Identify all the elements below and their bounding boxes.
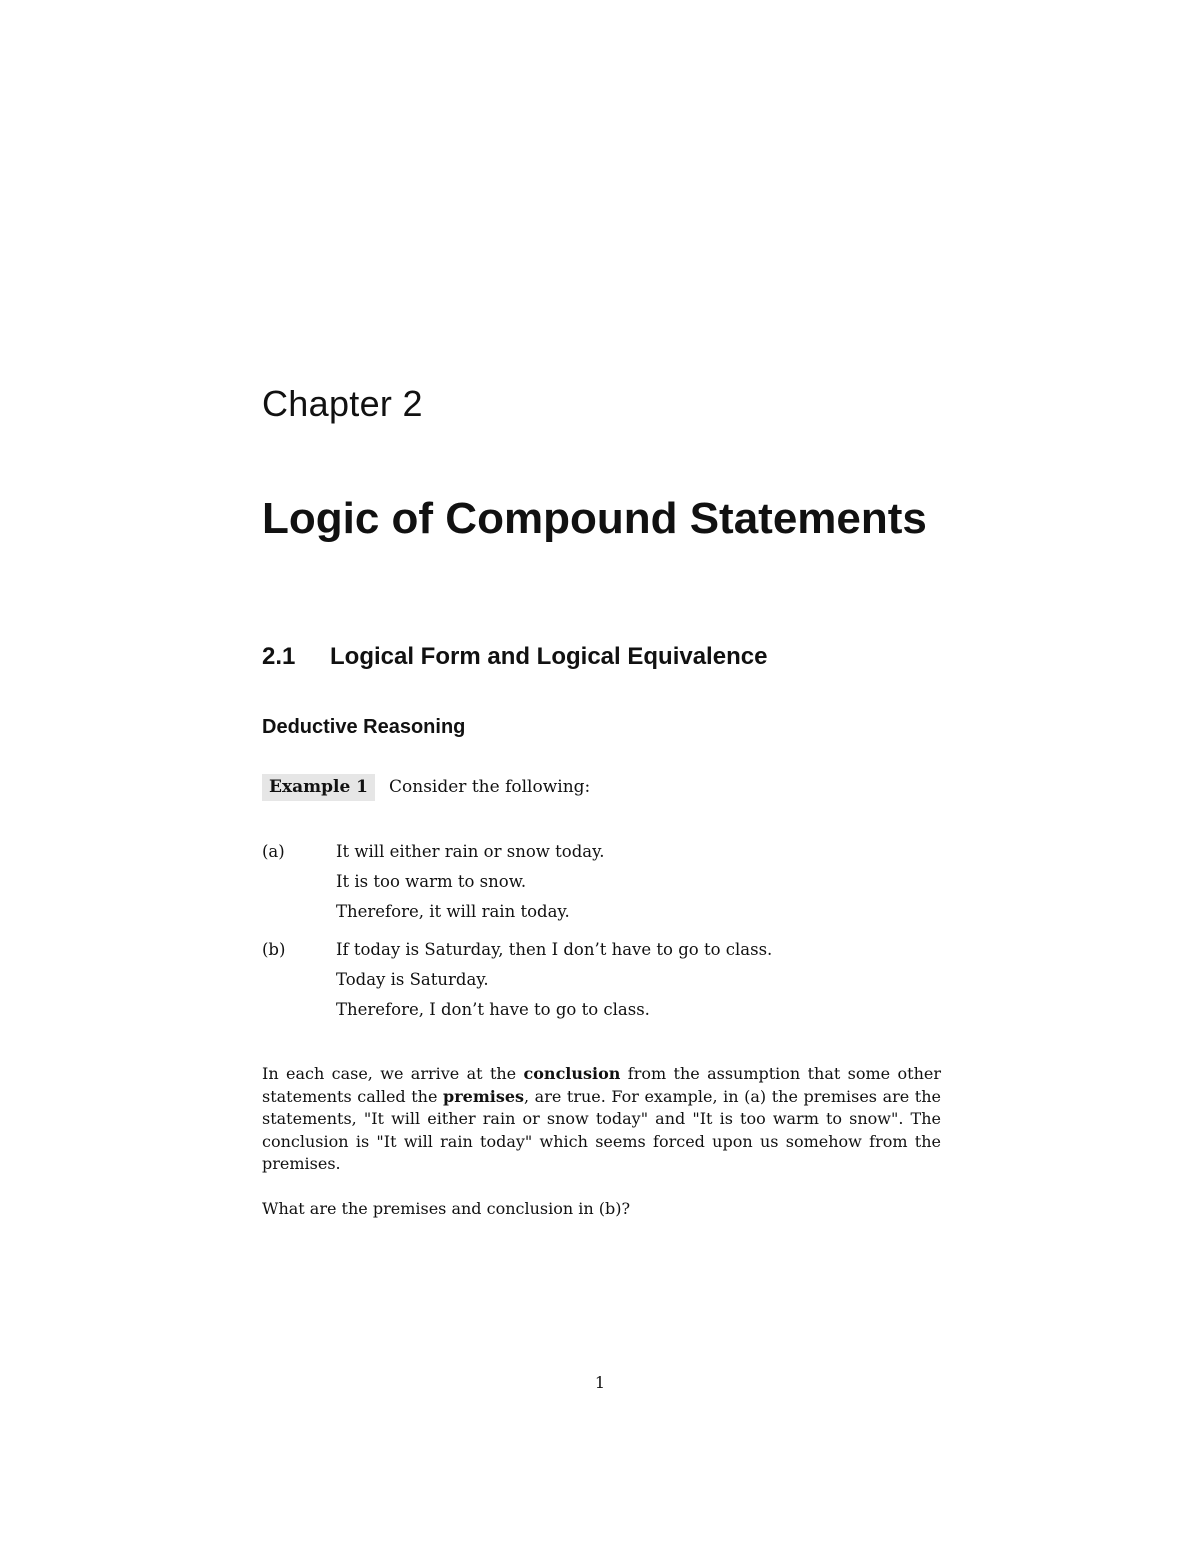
argument-line: If today is Saturday, then I don’t have to go to class.	[336, 940, 773, 959]
argument-line: It will either rain or snow today.	[336, 842, 605, 861]
chapter-label: Chapter 2	[262, 383, 423, 424]
argument-line: Today is Saturday.	[336, 970, 489, 989]
term-conclusion: conclusion	[523, 1064, 621, 1083]
subsection-title: Deductive Reasoning	[262, 716, 466, 738]
section-title: Logical Form and Logical Equivalence	[330, 643, 768, 670]
term-premises: premises	[443, 1086, 525, 1106]
page-number: 1	[594, 1373, 606, 1392]
question-text: What are the premises and conclusion in (b)?	[262, 1199, 631, 1218]
paragraph-text: In each case, we arrive at the	[262, 1064, 524, 1083]
explanation-paragraph	[262, 1063, 941, 1176]
section-number: 2.1	[262, 643, 296, 670]
example-header	[262, 772, 590, 802]
argument-line: Therefore, I don’t have to go to class.	[336, 1000, 650, 1019]
argument-line: It is too warm to snow.	[336, 872, 527, 891]
example-badge: Example 1	[262, 774, 375, 801]
argument-line: Therefore, it will rain today.	[336, 902, 570, 921]
paragraph-text: from the assumption that some other statements called the	[262, 1064, 942, 1106]
section-heading	[262, 640, 767, 674]
paragraph-text: , are true. For example, in (a) the premises are the statements, "It will either rain or snow today" and "It is too warm to snow". The conclusion is "It will rain today" which seems forced upon us somehow from the premises.	[262, 1086, 941, 1173]
argument-label: (a)	[262, 842, 285, 861]
chapter-title: Logic of Compound Statements	[262, 494, 927, 543]
example-intro: Consider the following:	[389, 777, 591, 797]
argument-label: (b)	[262, 940, 286, 959]
